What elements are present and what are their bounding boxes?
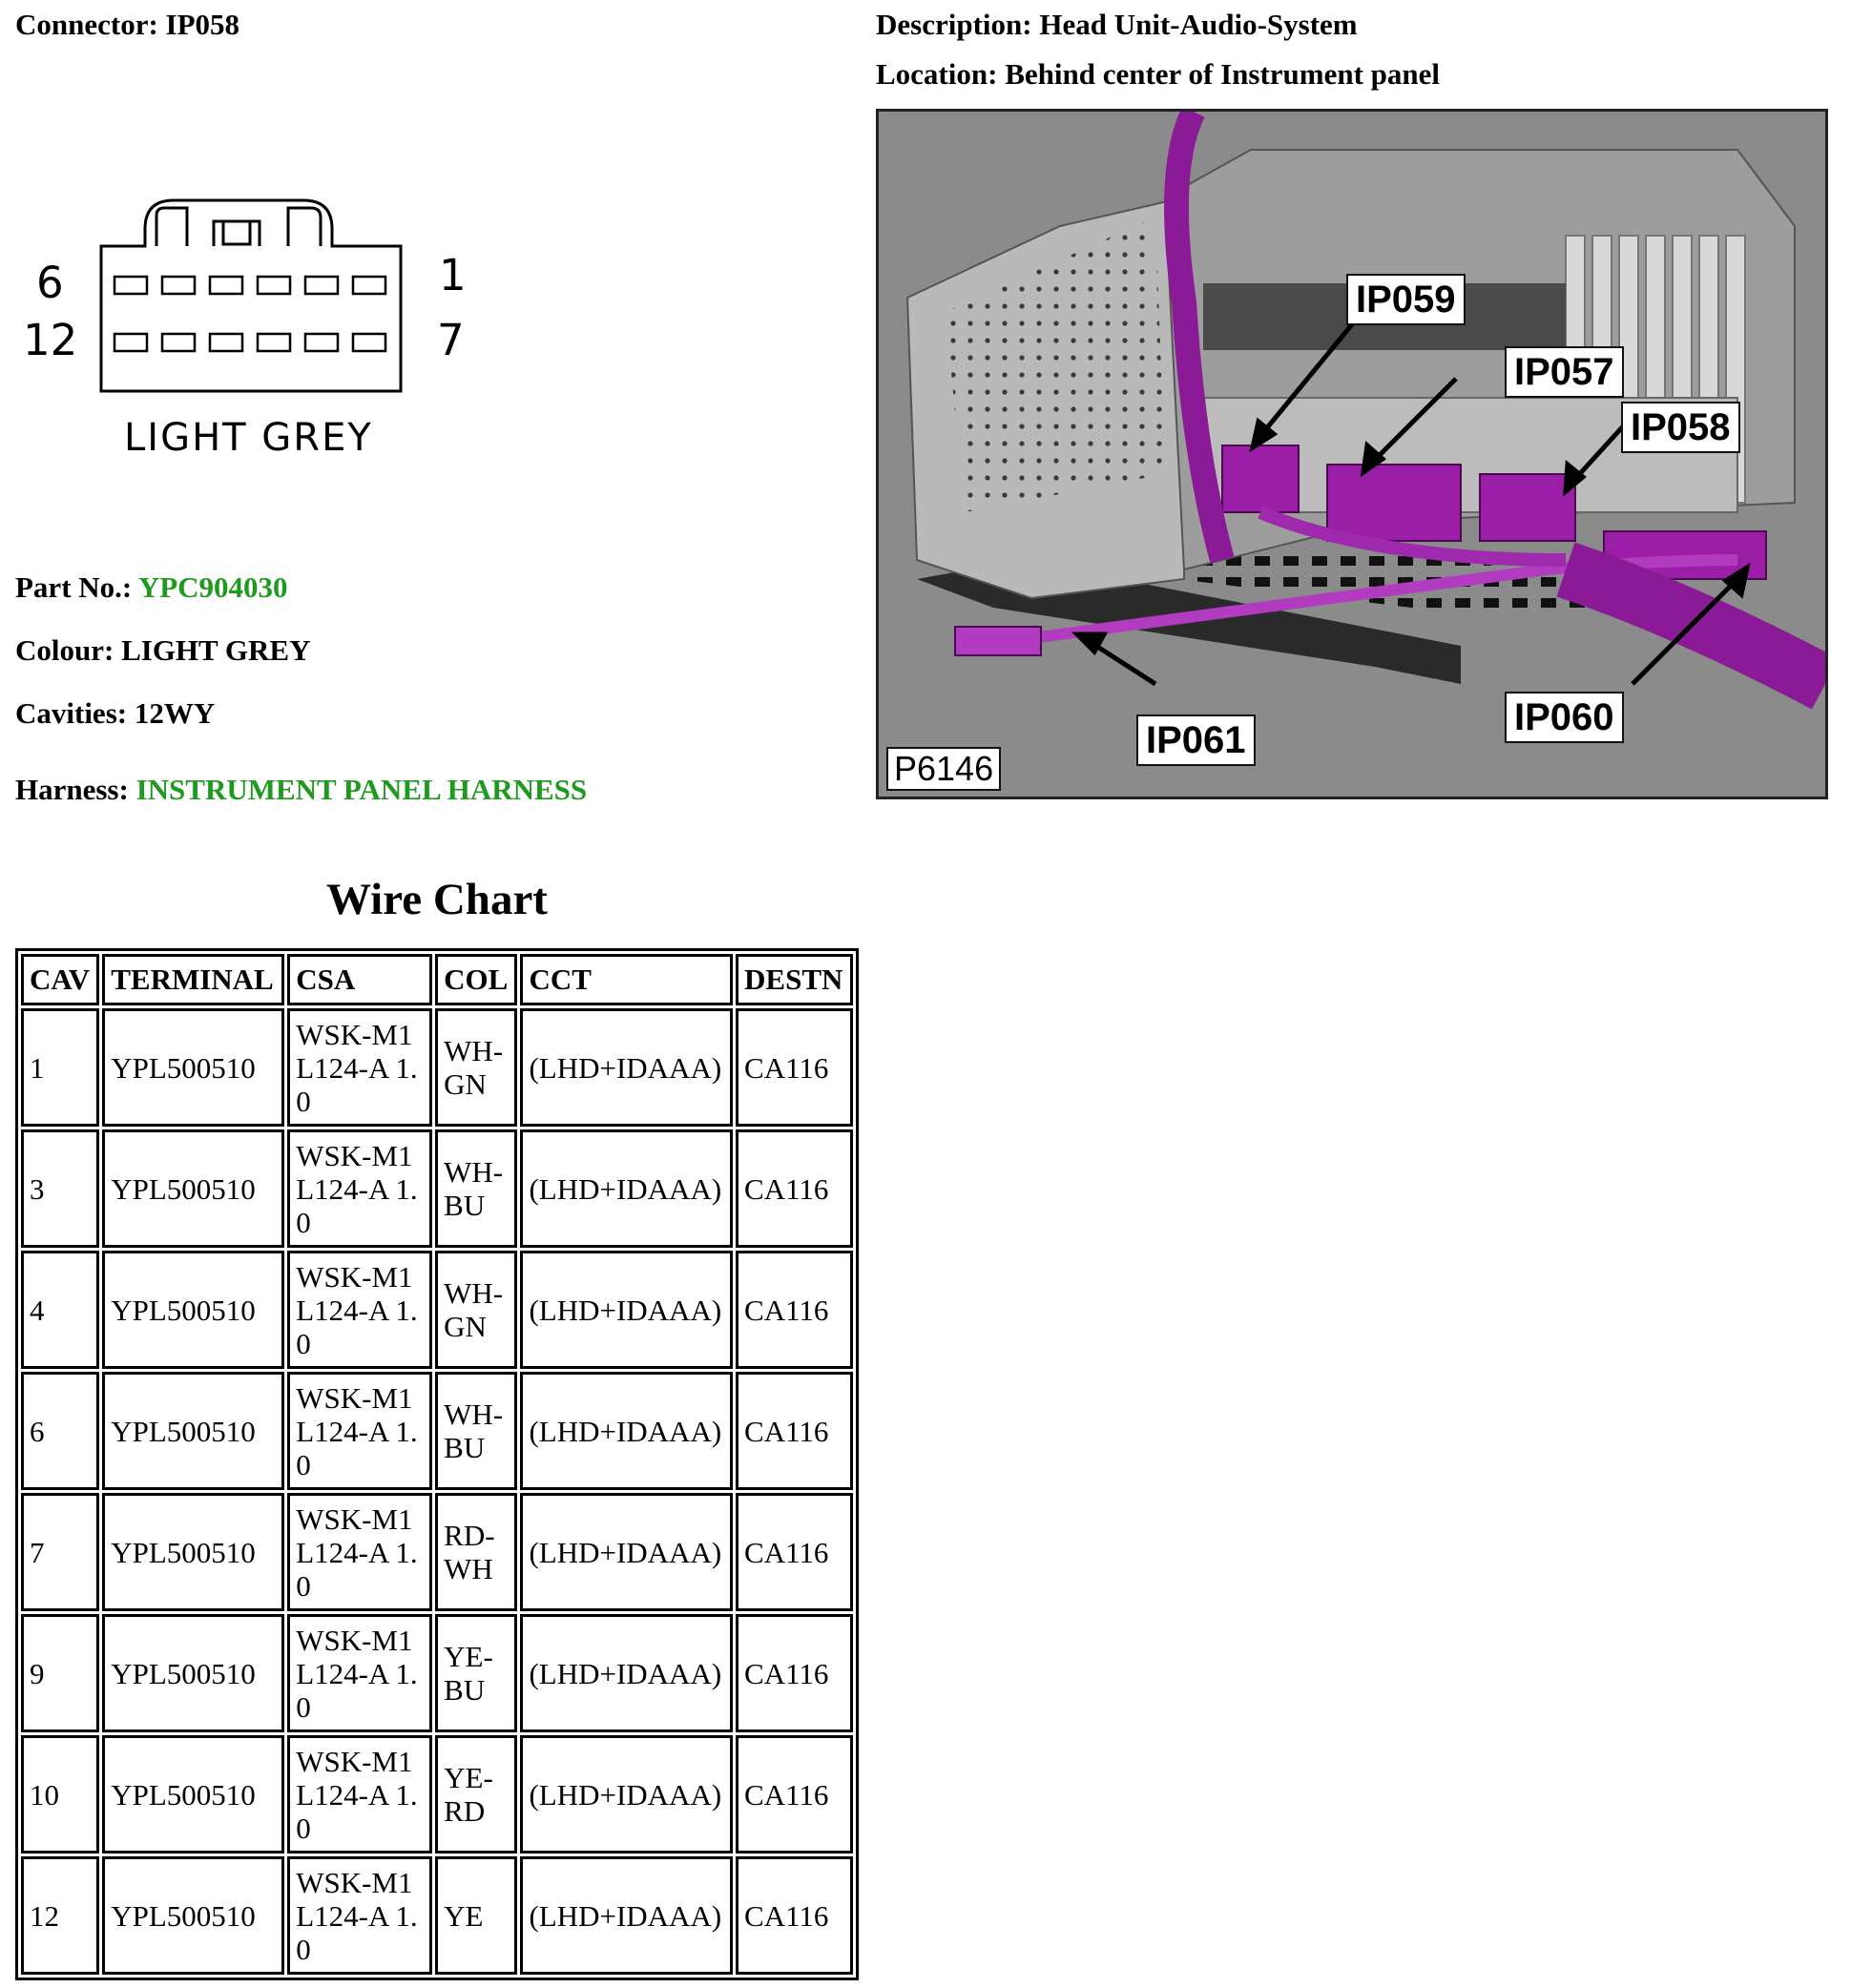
wire-chart-body: [21, 1008, 853, 1975]
harness-link[interactable]: INSTRUMENT PANEL HARNESS: [135, 773, 588, 806]
part-no-line: [15, 570, 288, 605]
cell-col: WH-GN: [435, 1251, 517, 1369]
cell-col: WH-BU: [435, 1372, 517, 1490]
cavities-label: Cavities:: [15, 696, 128, 730]
table-row: [21, 1008, 853, 1127]
cell-cav: 1: [21, 1008, 99, 1127]
connector-label: Connector:: [15, 8, 158, 41]
cell-cav: 3: [21, 1129, 99, 1248]
cell-col: YE: [435, 1856, 517, 1975]
location-line: [876, 57, 1440, 92]
cell-cct: (LHD+IDAAA): [520, 1856, 733, 1975]
table-row: [21, 1251, 853, 1369]
cell-terminal: YPL500510: [102, 1129, 284, 1248]
callout-ip059: IP059: [1346, 274, 1466, 325]
pin-label-1: 1: [439, 250, 467, 300]
cell-csa: WSK-M1L124-A 1.0: [287, 1614, 432, 1732]
cell-cct: (LHD+IDAAA): [520, 1614, 733, 1732]
cell-csa: WSK-M1L124-A 1.0: [287, 1856, 432, 1975]
wire-chart-table: [15, 948, 859, 1980]
pin-label-12: 12: [23, 315, 78, 365]
part-no-label: Part No.:: [15, 570, 133, 604]
part-no-link[interactable]: YPC904030: [137, 570, 288, 604]
location-value: Behind center of Instrument panel: [1005, 57, 1441, 91]
header-cav: CAV: [21, 954, 99, 1005]
cell-cav: 12: [21, 1856, 99, 1975]
cell-cct: (LHD+IDAAA): [520, 1008, 733, 1127]
header-csa: CSA: [287, 954, 432, 1005]
header-destn: DESTN: [736, 954, 853, 1005]
description-value: Head Unit-Audio-System: [1039, 8, 1358, 41]
cell-cav: 10: [21, 1735, 99, 1853]
connector-face-diagram: [19, 191, 477, 477]
cell-col: WH-BU: [435, 1129, 517, 1248]
location-label: Location:: [876, 57, 998, 91]
cell-terminal: YPL500510: [102, 1493, 284, 1611]
cell-destn: CA116: [736, 1493, 853, 1611]
cell-col: RD-WH: [435, 1493, 517, 1611]
colour-label: Colour:: [15, 633, 114, 667]
colour-value: LIGHT GREY: [121, 633, 311, 667]
table-row: [21, 1856, 853, 1975]
cell-destn: CA116: [736, 1129, 853, 1248]
description-line: [876, 8, 1358, 42]
cell-col: WH-GN: [435, 1008, 517, 1127]
cell-csa: WSK-M1L124-A 1.0: [287, 1129, 432, 1248]
table-header-row: [21, 954, 853, 1005]
cell-destn: CA116: [736, 1372, 853, 1490]
cell-csa: WSK-M1L124-A 1.0: [287, 1493, 432, 1611]
cavities-line: [15, 696, 215, 731]
table-row: [21, 1372, 853, 1490]
figure-reference: P6146: [886, 747, 1001, 791]
cell-destn: CA116: [736, 1856, 853, 1975]
cell-cct: (LHD+IDAAA): [520, 1129, 733, 1248]
cell-col: YE-BU: [435, 1614, 517, 1732]
pin-label-6: 6: [36, 258, 64, 308]
cell-cct: (LHD+IDAAA): [520, 1493, 733, 1611]
cell-terminal: YPL500510: [102, 1008, 284, 1127]
cell-csa: WSK-M1L124-A 1.0: [287, 1372, 432, 1490]
cell-cct: (LHD+IDAAA): [520, 1735, 733, 1853]
callout-ip057: IP057: [1505, 346, 1624, 398]
harness-label: Harness:: [15, 773, 129, 806]
table-row: [21, 1129, 853, 1248]
diagram-colour-text: LIGHT GREY: [124, 416, 373, 460]
cell-cct: (LHD+IDAAA): [520, 1372, 733, 1490]
cell-terminal: YPL500510: [102, 1856, 284, 1975]
harness-line: [15, 773, 587, 807]
cell-destn: CA116: [736, 1735, 853, 1853]
pin-label-7: 7: [437, 315, 465, 365]
cell-destn: CA116: [736, 1614, 853, 1732]
head-unit-illustration: [879, 112, 1825, 797]
cell-terminal: YPL500510: [102, 1735, 284, 1853]
cell-destn: CA116: [736, 1008, 853, 1127]
table-row: [21, 1493, 853, 1611]
header-terminal: TERMINAL: [102, 954, 284, 1005]
callout-ip058: IP058: [1621, 402, 1740, 453]
table-row: [21, 1735, 853, 1853]
cavities-value: 12WY: [134, 696, 216, 730]
cell-terminal: YPL500510: [102, 1614, 284, 1732]
cell-cav: 6: [21, 1372, 99, 1490]
cell-cct: (LHD+IDAAA): [520, 1251, 733, 1369]
header-col: COL: [435, 954, 517, 1005]
connector-outline: [19, 191, 477, 410]
callout-ip060: IP060: [1505, 692, 1624, 743]
cell-terminal: YPL500510: [102, 1372, 284, 1490]
colour-line: [15, 633, 310, 668]
cell-csa: WSK-M1L124-A 1.0: [287, 1251, 432, 1369]
cell-cav: 4: [21, 1251, 99, 1369]
wire-chart-title: Wire Chart: [326, 875, 548, 924]
description-label: Description:: [876, 8, 1032, 41]
callout-ip061: IP061: [1136, 714, 1256, 766]
cell-cav: 7: [21, 1493, 99, 1611]
cell-destn: CA116: [736, 1251, 853, 1369]
connector-line: [15, 8, 239, 42]
connector-value: IP058: [165, 8, 240, 41]
cell-cav: 9: [21, 1614, 99, 1732]
table-row: [21, 1614, 853, 1732]
cell-col: YE-RD: [435, 1735, 517, 1853]
cell-csa: WSK-M1L124-A 1.0: [287, 1008, 432, 1127]
header-cct: CCT: [520, 954, 733, 1005]
location-photo: [876, 109, 1828, 799]
cell-terminal: YPL500510: [102, 1251, 284, 1369]
cell-csa: WSK-M1L124-A 1.0: [287, 1735, 432, 1853]
